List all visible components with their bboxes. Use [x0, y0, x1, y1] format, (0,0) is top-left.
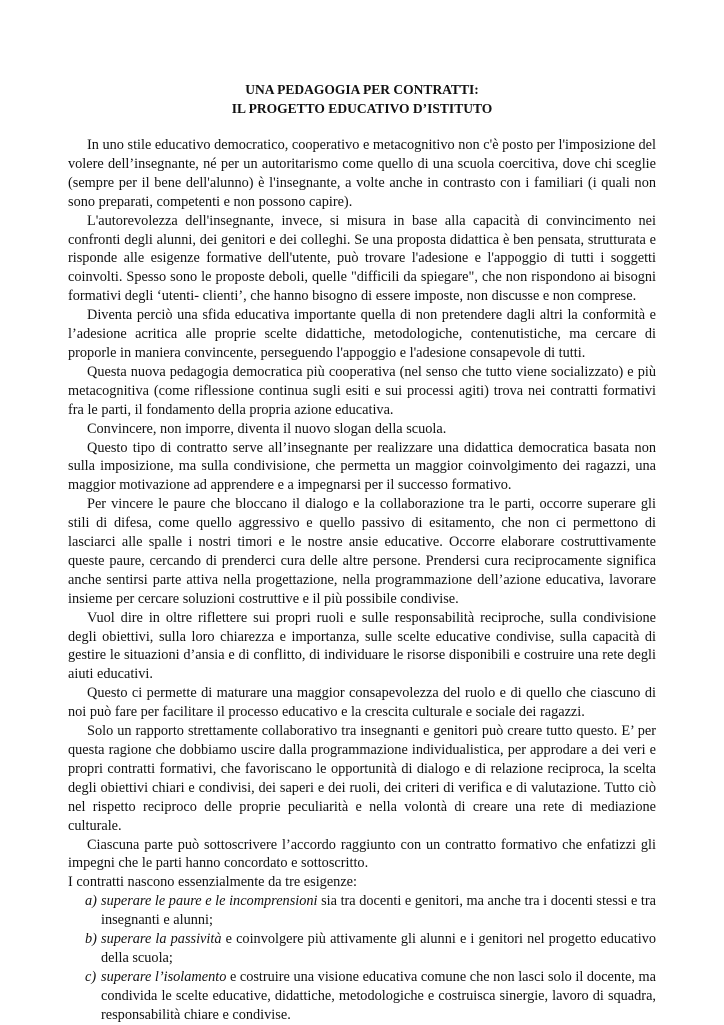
body-paragraph: Solo un rapporto strettamente collaborativo tra insegnanti e genitori può creare tutto questo. E’ per questa ragione che dobbiamo uscire dalla programmazione individualistica, per approdare a dei veri e propri contratti formativi, che favoriscano le opportunità di dialogo e di relazione reciproca, la scelta degli obiettivi chiari e condivisi, dei saperi e dei ruoli, dei criteri di verifica e di valutazione. Tutto ciò nel rispetto reciproco delle proprie peculiarità e nella volontà di creare una rete di mediazione culturale. [68, 723, 656, 834]
list-marker: b) [85, 931, 97, 948]
page-title-line-2: IL PROGETTO EDUCATIVO D’ISTITUTO [231, 101, 493, 116]
body-paragraph: Diventa perciò una sfida educativa importante quella di non pretendere dagli altri la conformità e l’adesione acritica alle proprie scelte didattiche, metodologiche, contenutistiche, ma cercare di proporle in maniera convincente, perseguendo l'appoggio e l'adesione consapevole di tutti. [68, 307, 656, 361]
list-item-emphasis: superare l’isolamento [101, 968, 227, 985]
body-paragraph: Questo ci permette di maturare una maggior consapevolezza del ruolo e di quello che ciascuno di noi può fare per facilitare il processo educativo e la crescita culturale e sociale dei ragazzi. [68, 685, 656, 721]
needs-list [68, 892, 656, 1024]
title-block [68, 80, 656, 118]
list-item [68, 930, 656, 968]
list-item-text: e costruire una visione educativa comune che non lasci solo il docente, ma condivida le scelte educative, didattiche, metodologiche e costruisca sinergie, lavoro di squadra, responsabilità chiare e condivise. [101, 968, 656, 1023]
body-paragraph: In uno stile educativo democratico, cooperativo e metacognitivo non c'è posto per l'imposizione del volere dell’insegnante, né per un autoritarismo come quello di una scuola coercitiva, dove chi sceglie (sempre per il bene dell'alunno) è l'insegnante, a volte anche in contrasto con i familiari (i quali non sono preparati, competenti e non possono capire). [68, 137, 656, 210]
list-marker: c) [85, 968, 97, 985]
list-marker: a) [85, 893, 97, 910]
document-page [68, 80, 656, 1025]
list-item-emphasis: superare la passività [101, 931, 222, 948]
list-item-text: sia tra docenti e genitori, ma anche tra i docenti stessi e tra insegnanti e alunni; [101, 893, 656, 929]
body-paragraph: L'autorevolezza dell'insegnante, invece, si misura in base alla capacità di convincimento nei confronti degli alunni, dei genitori e dei colleghi. Se una proposta didattica è ben pensata, strutturata e risponde alle esigenze formative dell'utente, può trovare l'adesione e l'appoggio di tutti i soggetti coinvolti. Spesso sono le proposte deboli, quelle "difficili da spiegare", che non rispondono ai bisogni formativi degli ‘utenti- clienti’, che hanno bisogno di essere imposte, non discusse e non comprese. [68, 212, 656, 305]
list-intro: I contratti nascono essenzialmente da tre esigenze: [68, 874, 357, 891]
body-paragraph: Vuol dire in oltre riflettere sui propri ruoli e sulle responsabilità reciproche, sulla condivisione degli obiettivi, sulla loro chiarezza e importanza, sulle scelte educative condivise, sulla capacità di gestire le situazioni d’ansia e di conflitto, di individuare le risorse disponibili e costruire una rete degli aiuti educativi. [68, 609, 656, 683]
body-paragraph: Ciascuna parte può sottoscrivere l’accordo raggiunto con un contratto formativo che enfatizzi gli impegni che le parti hanno concordato e sottoscritto. [68, 836, 656, 872]
body-paragraph: Convincere, non imporre, diventa il nuovo slogan della scuola. [87, 420, 447, 437]
list-item-text: e coinvolgere più attivamente gli alunni e i genitori nel progetto educativo della scuola; [101, 931, 657, 966]
body-paragraph: Questo tipo di contratto serve all’insegnante per realizzare una didattica democratica basata non sulla imposizione, ma sulla condivisione, che permetta un maggior coinvolgimento dei ragazzi, una maggior motivazione ad apprendere e a impegnarsi per il successo formativo. [68, 439, 656, 494]
page-title-line-1: UNA PEDAGOGIA PER CONTRATTI: [245, 82, 479, 97]
list-item [68, 892, 656, 930]
list-item [68, 968, 656, 1025]
body-paragraph: Questa nuova pedagogia democratica più cooperativa (nel senso che tutto viene socializzato) e più metacognitiva (come riflessione continua sugli esiti e sui processi agiti) trova nei contratti formativi fra le parti, il fondamento della propria azione educativa. [68, 363, 656, 418]
body-paragraph: Per vincere le paure che bloccano il dialogo e la collaborazione tra le parti, occorre superare gli stili di difesa, come quello aggressivo e quello passivo di esitamento, che non ci permettono di lasciarci alle spalle i nostri timori e le nostre ansie educative. Occorre elaborare costruttivamente queste paure, cercando di prenderci cura delle altre persone. Prendersi cura reciprocamente significa anche sentirsi parte attiva nella progettazione, nella programmazione dell’azione educativa, lavorare insieme per cercare soluzioni costruttive e il più possibile condivise. [68, 496, 656, 607]
list-item-emphasis: superare le paure e le incomprensioni [101, 893, 318, 910]
